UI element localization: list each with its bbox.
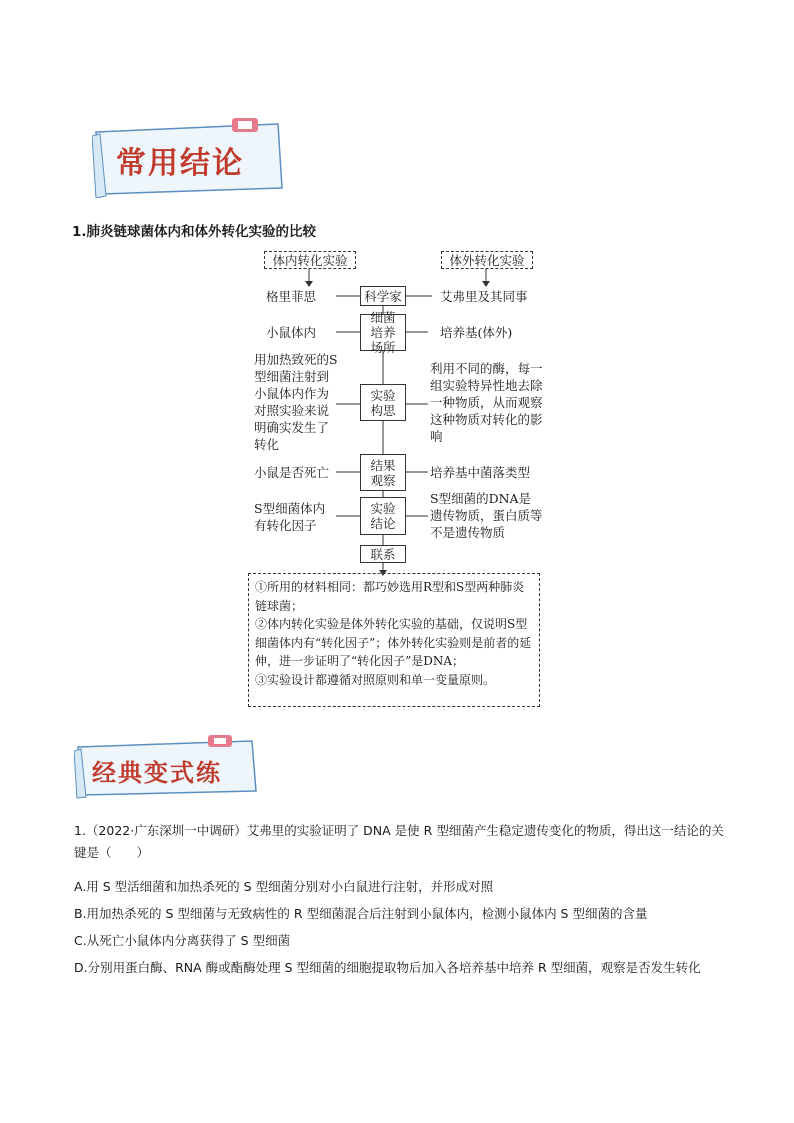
left-header-box: 体内转化实验	[264, 251, 356, 269]
question-stem: 1.（2022·广东深圳一中调研）艾弗里的实验证明了 DNA 是使 R 型细菌产生稳定遗传变化的物质，得出这一结论的关键是（ ）	[74, 823, 724, 860]
center-box-culture-site: 细菌培养场所	[360, 314, 406, 351]
option-a: A.用 S 型活细菌和加热杀死的 S 型细菌分别对小白鼠进行注射，并形成对照	[74, 879, 494, 894]
banner-classic-practice	[74, 735, 264, 799]
right-design: 利用不同的酶，每一组实验特异性地去除一种物质，从而观察这种物质对转化的影响	[430, 361, 543, 444]
left-design: 用加热致死的S型细菌注射到小鼠体内作为对照实验来说明确实发生了转化	[254, 352, 338, 452]
option-d: D.分别用蛋白酶、RNA 酶或酯酶处理 S 型细菌的细胞提取物后加入各培养基中培养 R 型细菌，观察是否发生转化	[74, 960, 701, 975]
section-heading: 1.肺炎链球菌体内和体外转化实验的比较	[72, 224, 317, 240]
right-conclusion: S型细菌的DNA是遗传物质，蛋白质等不是遗传物质	[430, 491, 543, 540]
center-box-design: 实验构思	[360, 384, 406, 421]
left-conclusion: S型细菌体内有转化因子	[254, 501, 326, 533]
right-culture-site: 培养基(体外)	[440, 325, 513, 340]
banner-title: 常用结论	[116, 146, 244, 181]
option-b: B.用加热杀死的 S 型细菌与无致病性的 R 型细菌混合后注射到小鼠体内，检测小鼠体内 S 型细菌的含量	[74, 906, 648, 921]
left-culture-site: 小鼠体内	[266, 325, 317, 340]
banner-title: 经典变式练	[92, 758, 222, 787]
center-box-observation: 结果观察	[360, 454, 406, 491]
right-observation: 培养基中菌落类型	[430, 465, 531, 480]
left-scientist: 格里菲思	[266, 289, 317, 304]
center-box-scientist: 科学家	[360, 286, 406, 306]
option-c: C.从死亡小鼠体内分离获得了 S 型细菌	[74, 933, 291, 948]
note-item: ①所用的材料相同：都巧妙选用R型和S型两种肺炎链球菌；	[255, 580, 525, 613]
relation-note	[248, 573, 540, 707]
right-header-box: 体外转化实验	[441, 251, 533, 269]
note-item: ③实验设计都遵循对照原则和单一变量原则。	[255, 672, 496, 687]
center-box-relation: 联系	[360, 545, 406, 563]
note-item: ②体内转化实验是体外转化实验的基础，仅说明S型细菌体内有“转化因子”；体外转化实验则是前者的延伸，进一步证明了“转化因子”是DNA；	[255, 617, 532, 668]
right-scientist: 艾弗里及其同事	[440, 289, 528, 304]
center-box-conclusion: 实验结论	[360, 497, 406, 535]
left-observation: 小鼠是否死亡	[254, 465, 330, 480]
